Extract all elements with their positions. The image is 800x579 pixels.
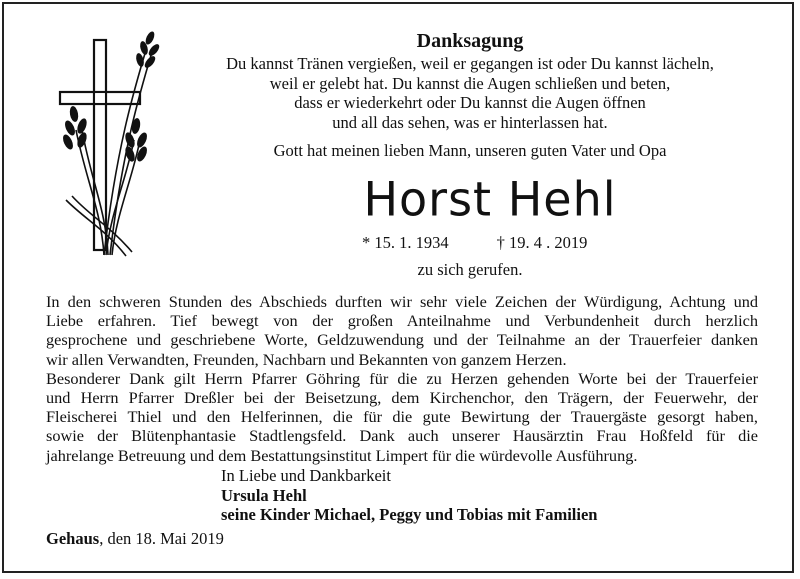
closing-line: In Liebe und Dankbarkeit (221, 466, 391, 485)
signer-name: Ursula Hehl (221, 485, 307, 505)
poem-line: dass er wiederkehrt oder Du kannst die Augen öffnen (294, 93, 646, 112)
date-text: , den 18. Mai 2019 (99, 529, 224, 548)
poem-line: und all das sehen, was er hinterlassen hat. (332, 112, 608, 132)
poem (190, 54, 750, 132)
body-line: sowie der Blütenphantasie Stadtlengsfeld. Dank auch unserer Hausärztin Frau Hoßfeld für die (46, 426, 758, 446)
body-line: Besonderer Dank gilt Herrn Pfarrer Göhring für die zu Herzen gehenden Worte bei der Trauerfeier (46, 368, 758, 388)
place-name: Gehaus (46, 529, 100, 548)
cross-with-wheat-icon (46, 30, 166, 260)
body-line: In den schweren Stunden des Abschieds durften wir sehr viele Zeichen der Würdigung, Achtung und (46, 292, 758, 311)
intro-text: Gott hat meinen lieben Mann, unseren guten Vater und Opa (273, 141, 667, 160)
death-date: † 19. 4 . 2019 (496, 233, 588, 252)
family-names: seine Kinder Michael, Peggy und Tobias mit Familien (221, 505, 598, 524)
body-line: und Herrn Pfarrer Dreßler bei der Beisetzung, dem Kirchenchor, den Trägern, der Feuerwehr, der (46, 388, 758, 408)
thanks-body (46, 292, 758, 465)
body-line: Fleischerei Thiel und den Helferinnen, die für die gute Bewirtung der Trauergäste gesorgt haben, (46, 407, 758, 427)
body-line: Liebe erfahren. Tief bewegt von der großen Anteilnahme und Verbundenheit durch herzlich (46, 311, 758, 331)
deceased-name: Horst Hehl (363, 171, 617, 227)
poem-line: weil er gelebt hat. Du kannst die Augen schließen und beten, (269, 73, 671, 93)
heading-danksagung: Danksagung (416, 30, 524, 52)
called-text: zu sich gerufen. (417, 260, 523, 279)
birth-date: * 15. 1. 1934 (362, 233, 449, 252)
closing-block (221, 466, 597, 525)
body-line: gesprochene und geschriebene Worte, Geldzuwendung und der Teilnahme an der Trauerfeier danken (46, 330, 758, 350)
body-line: wir allen Verwandten, Freunden, Nachbarn und Bekannten von ganzem Herzen. (46, 349, 567, 369)
poem-line: Du kannst Tränen vergießen, weil er gegangen ist oder Du kannst lächeln, (226, 54, 714, 73)
life-dates (362, 233, 587, 253)
place-date (46, 529, 224, 549)
body-line: jahrelange Betreuung und dem Bestattungsinstitut Limpert für die würdevolle Ausführung. (46, 445, 638, 465)
